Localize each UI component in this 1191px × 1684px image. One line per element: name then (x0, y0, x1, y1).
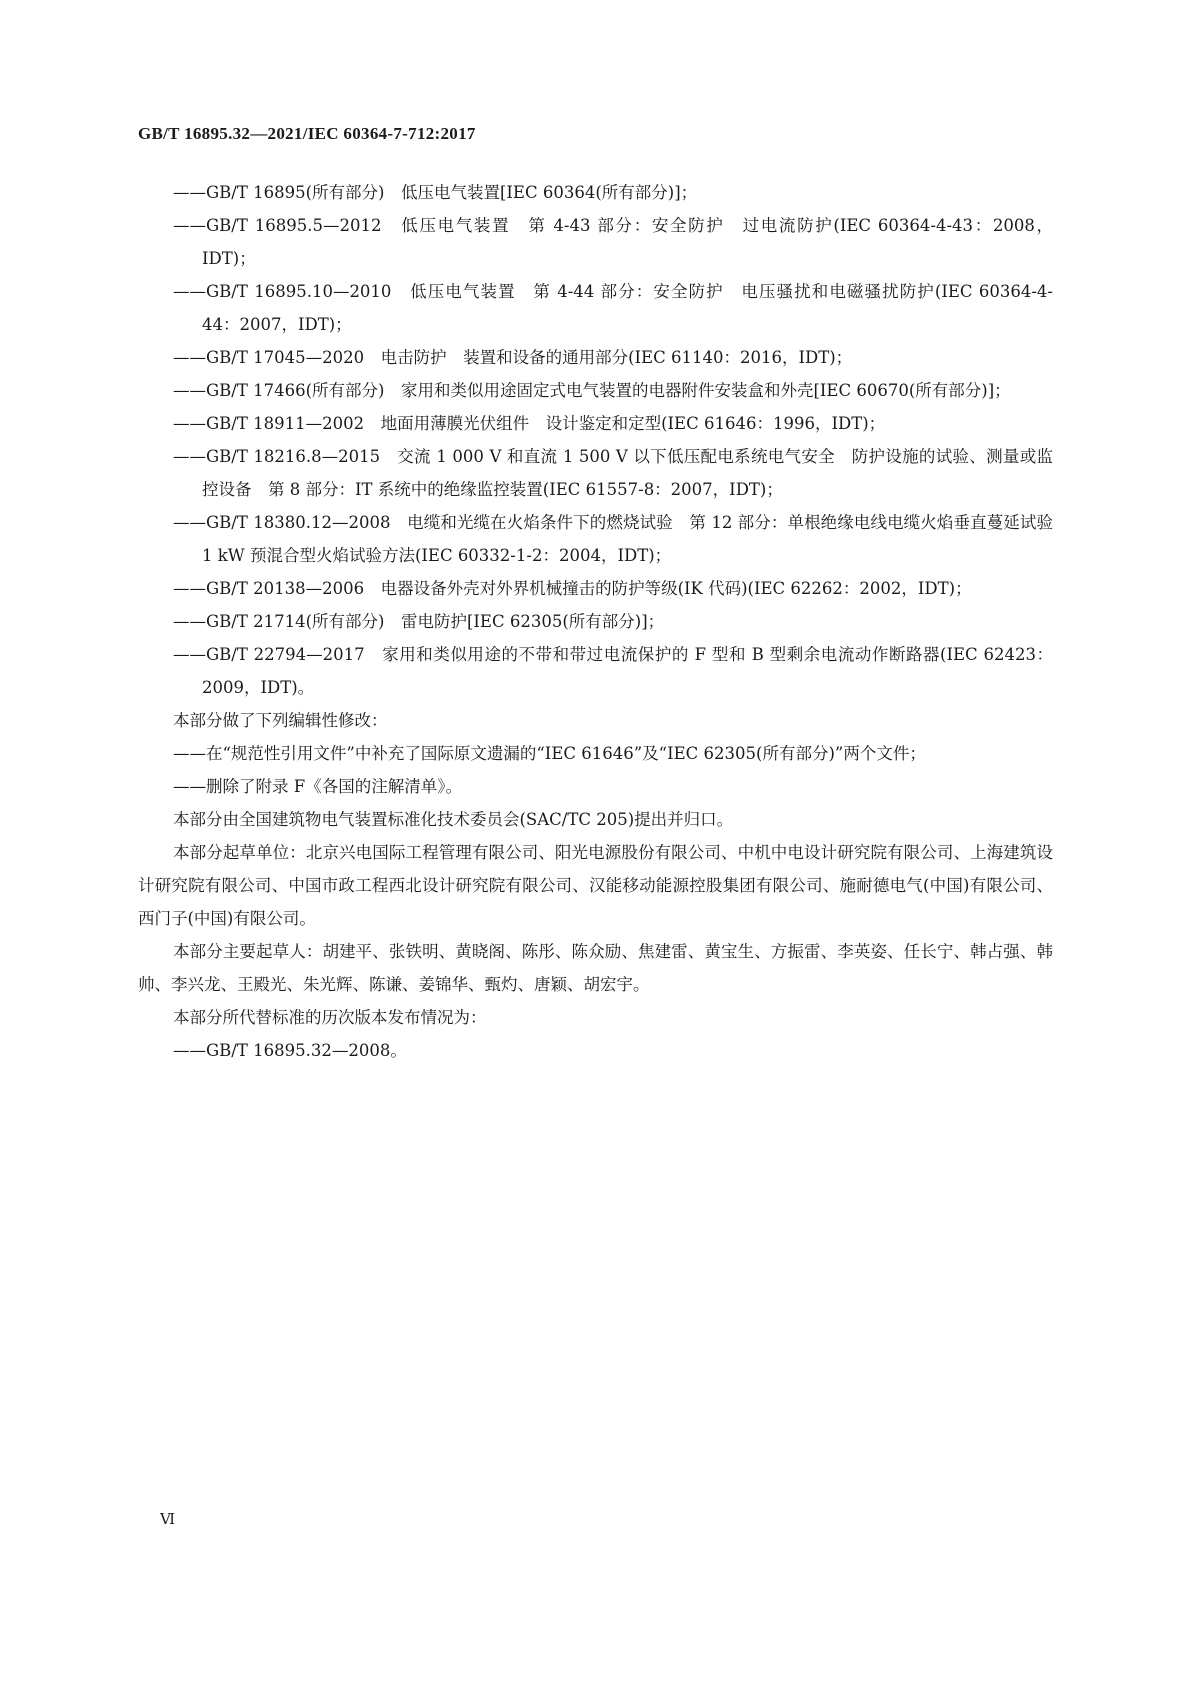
reference-item: ——GB/T 17466(所有部分) 家用和类似用途固定式电气装置的电器附件安装盒和外壳[IEC 60670(所有部分)]； (173, 381, 1011, 400)
drafters-paragraph: 本部分主要起草人：胡建平、张铁明、黄晓阁、陈彤、陈众励、焦建雷、黄宝生、方振雷、李英姿、任长宁、韩占强、韩帅、李兴龙、王殿光、朱光辉、陈谦、姜锦华、甄灼、唐颖、胡宏宇。 (138, 942, 1053, 994)
proposed-by-paragraph: 本部分由全国建筑物电气装置标准化技术委员会(SAC/TC 205)提出并归口。 (173, 810, 734, 829)
history-item: ——GB/T 16895.32—2008。 (173, 1041, 407, 1060)
editorial-item: ——删除了附录 F《各国的注解清单》。 (173, 777, 462, 796)
reference-item: ——GB/T 18380.12—2008 电缆和光缆在火焰条件下的燃烧试验 第 12 部分：单根绝缘电线电缆火焰垂直蔓延试验 1 kW 预混合型火焰试验方法(IEC 60332-1-2：2004，IDT)； (173, 513, 1070, 565)
reference-item: ——GB/T 16895(所有部分) 低压电气装置[IEC 60364(所有部分)]； (173, 183, 698, 202)
foreword-body (138, 176, 1070, 1067)
reference-item: ——GB/T 21714(所有部分) 雷电防护[IEC 62305(所有部分)]； (173, 612, 665, 631)
standard-number-header: GB/T 16895.32—2021/IEC 60364-7-712:2017 (138, 124, 476, 143)
reference-item: ——GB/T 18911—2002 地面用薄膜光伏组件 设计鉴定和定型(IEC 61646：1996，IDT)； (173, 414, 886, 433)
editorial-intro: 本部分做了下列编辑性修改： (173, 711, 388, 730)
reference-item: ——GB/T 16895.10—2010 低压电气装置 第 4-44 部分：安全防护 电压骚扰和电磁骚扰防护(IEC 60364-4-44：2007，IDT)； (173, 282, 1053, 334)
history-intro: 本部分所代替标准的历次版本发布情况为： (173, 1008, 487, 1027)
reference-item: ——GB/T 18216.8—2015 交流 1 000 V 和直流 1 500 V 以下低压配电系统电气安全 防护设施的试验、测量或监控设备 第 8 部分：IT 系统中的绝缘监控装置(IEC 61557-8：2007，IDT)； (173, 447, 1053, 499)
editorial-item: ——在“规范性引用文件”中补充了国际原文遗漏的“IEC 61646”及“IEC 62305(所有部分)”两个文件； (173, 744, 926, 763)
reference-item: ——GB/T 20138—2006 电器设备外壳对外界机械撞击的防护等级(IK 代码)(IEC 62262：2002，IDT)； (173, 579, 972, 598)
reference-item: ——GB/T 16895.5—2012 低压电气装置 第 4-43 部分：安全防护 过电流防护(IEC 60364-4-43：2008，IDT)； (173, 216, 1053, 268)
reference-item: ——GB/T 22794—2017 家用和类似用途的不带和带过电流保护的 F 型和 B 型剩余电流动作断路器(IEC 62423：2009，IDT)。 (173, 645, 1053, 697)
drafting-units-paragraph: 本部分起草单位：北京兴电国际工程管理有限公司、阳光电源股份有限公司、中机中电设计研究院有限公司、上海建筑设计研究院有限公司、中国市政工程西北设计研究院有限公司、汉能移动能源控股集团有限公司、施耐德电气(中国)有限公司、西门子(中国)有限公司。 (138, 843, 1053, 928)
reference-item: ——GB/T 17045—2020 电击防护 装置和设备的通用部分(IEC 61140：2016，IDT)； (173, 348, 853, 367)
page-number: Ⅵ (160, 1512, 176, 1528)
